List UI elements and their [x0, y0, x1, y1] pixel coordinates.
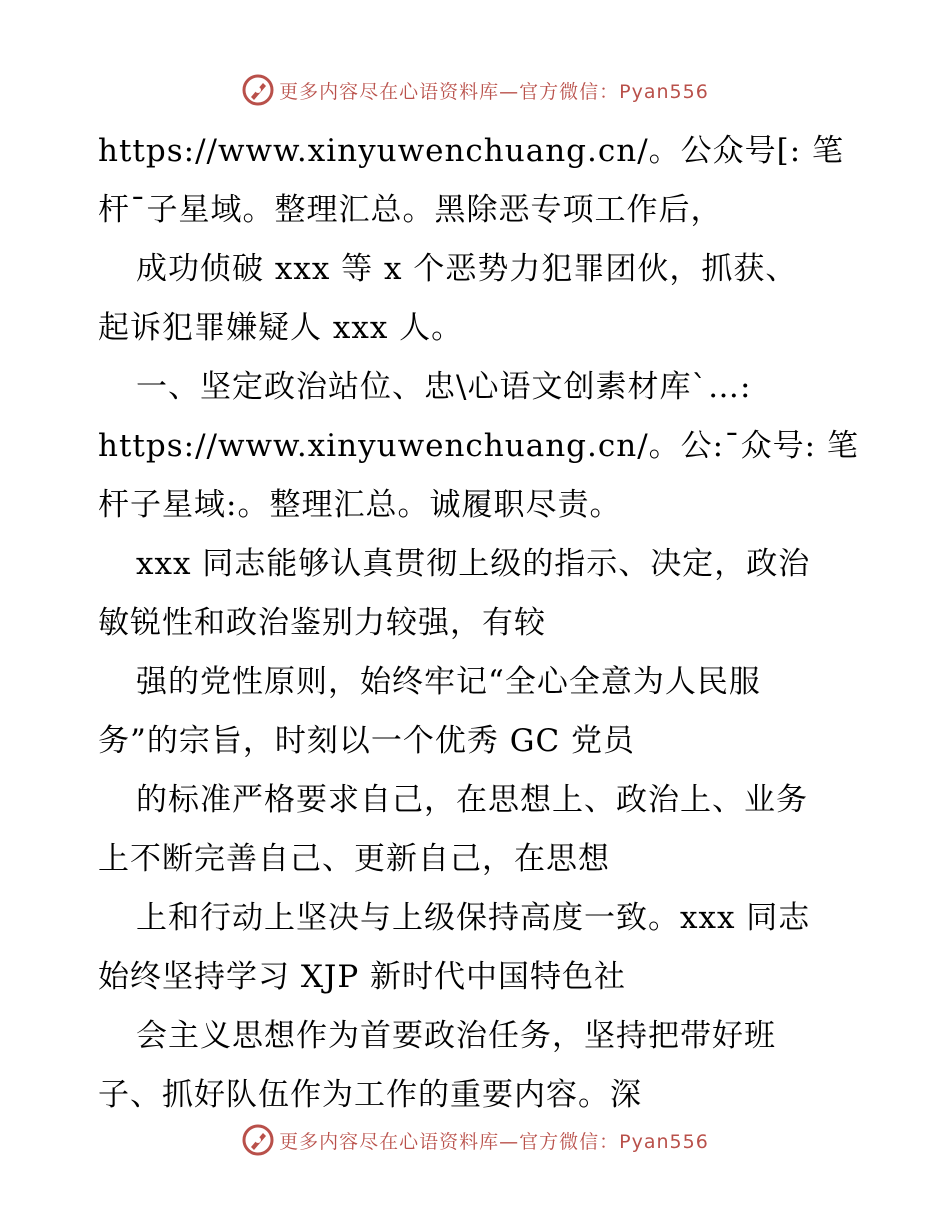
body-text-line: 杆¯子星域。整理汇总。黑除恶专项工作后， — [98, 192, 723, 228]
pen-circle-logo-icon — [241, 1123, 275, 1157]
pen-circle-logo-icon — [241, 73, 275, 107]
footer-banner-text: 更多内容尽在心语资料库—官方微信：Pyan556 — [279, 1130, 709, 1153]
body-text-line: xxx 同志能够认真贯彻上级的指示、决定，政治 — [136, 546, 811, 582]
body-text-line: 杆子星域:。整理汇总。诚履职尽责。 — [98, 487, 622, 523]
body-text-line: 一、坚定政治站位、忠\心语文创素材库`…: — [136, 369, 752, 405]
body-text-line: https://www.xinyuwenchuang.cn/。公众号[: 笔 — [98, 133, 845, 169]
body-text-line: 成功侦破 xxx 等 x 个恶势力犯罪团伙，抓获、 — [136, 251, 798, 287]
body-text-line: 敏锐性和政治鉴别力较强，有较 — [98, 605, 546, 641]
body-text-line: 会主义思想作为首要政治任务，坚持把带好班 — [136, 1018, 776, 1054]
document-body — [98, 122, 858, 1125]
footer-banner — [0, 1120, 950, 1160]
body-text-line: 起诉犯罪嫌疑人 xxx 人。 — [98, 310, 464, 346]
body-text-line: 上和行动上坚决与上级保持高度一致。xxx 同志 — [136, 900, 811, 936]
body-text-line: 强的党性原则，始终牢记“全心全意为人民服 — [136, 664, 761, 700]
body-text-line: 的标准严格要求自己，在思想上、政治上、业务 — [136, 782, 808, 818]
body-text-line: 子、抓好队伍作为工作的重要内容。深 — [98, 1077, 642, 1113]
body-text-line: 上不断完善自己、更新自己，在思想 — [98, 841, 610, 877]
body-text-line: https://www.xinyuwenchuang.cn/。公:¯众号: 笔 — [98, 428, 859, 464]
body-text-line: 务”的宗旨，时刻以一个优秀 GC 党员 — [98, 723, 636, 759]
header-banner — [0, 70, 950, 110]
header-banner-text: 更多内容尽在心语资料库—官方微信：Pyan556 — [279, 80, 709, 103]
body-text-line: 始终坚持学习 XJP 新时代中国特色社 — [98, 959, 627, 995]
